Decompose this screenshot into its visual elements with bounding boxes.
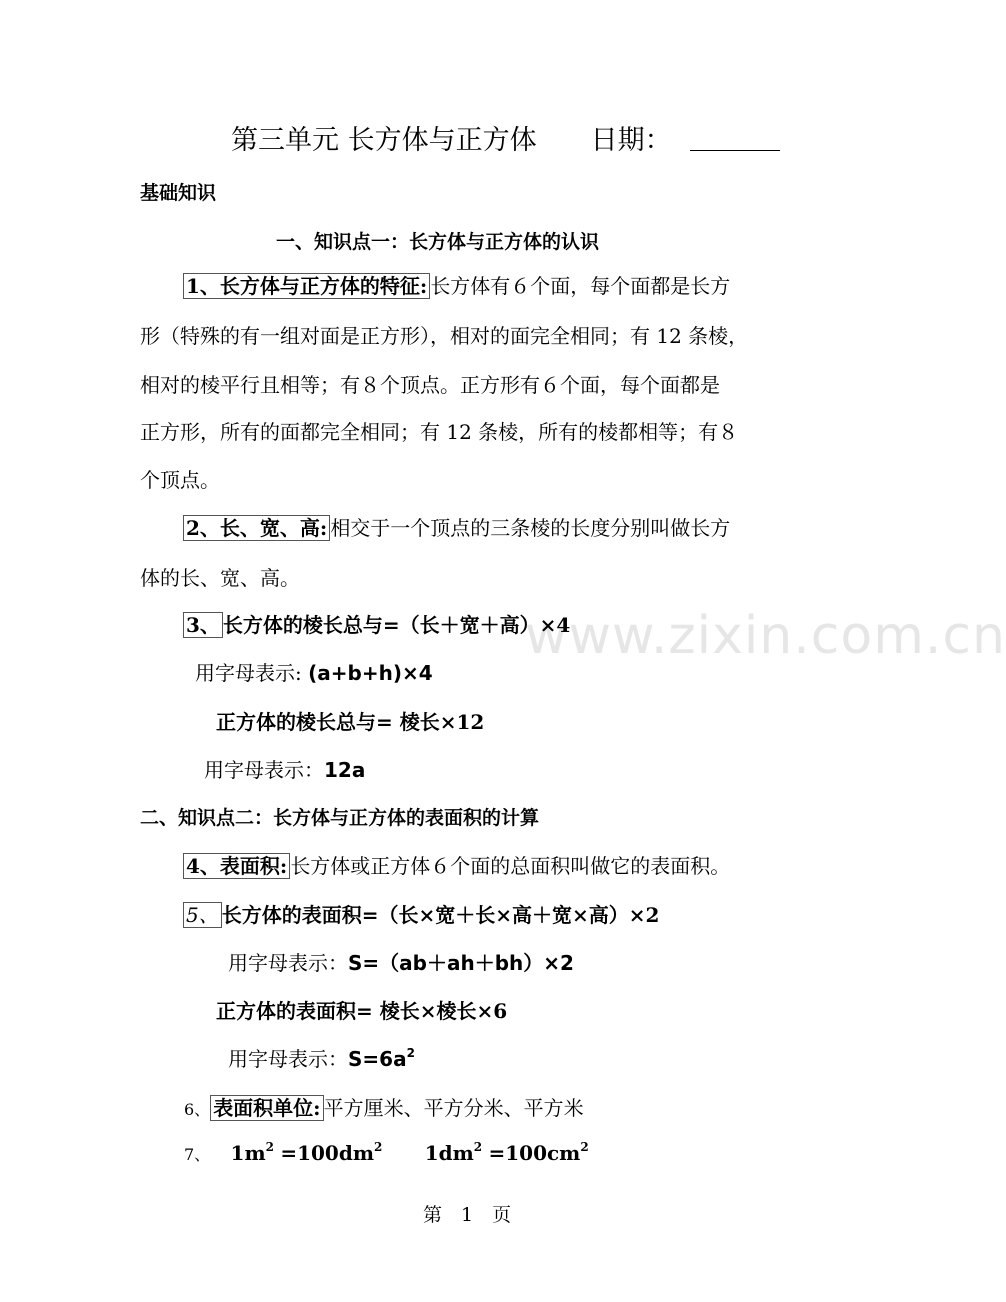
item6-text: 平方厘米、平方分米、平方米 <box>323 1096 584 1120</box>
section-basics: 基础知识 <box>140 182 217 204</box>
item5-line <box>183 899 659 928</box>
item1-line5: 个顶点。 <box>140 468 220 492</box>
item5-cube-letter-sup: 2 <box>406 1046 415 1060</box>
watermark: www.zixin.com.cn <box>525 606 1006 666</box>
item6-line <box>184 1092 584 1121</box>
item6-number: 6、 <box>184 1100 211 1119</box>
item5-cube-letter-prefix: 用字母表示： <box>228 1047 348 1071</box>
item4-label: 4、表面积: <box>183 853 290 879</box>
item7-b-sup: 2 <box>374 1140 383 1154</box>
item3-cube-formula: 正方体的棱长总与= 棱长×12 <box>216 710 485 734</box>
item5-letter-prefix: 用字母表示： <box>228 951 348 975</box>
item7-a: 1m <box>230 1141 266 1165</box>
item1-line3: 相对的棱平行且相等；有８个顶点。正方形有６个面，每个面都是 <box>140 373 720 397</box>
item2-text: 相交于一个顶点的三条棱的长度分别叫做长方 <box>330 516 731 540</box>
item4-line <box>183 850 730 879</box>
item1-label: 1、长方体与正方体的特征: <box>183 273 430 299</box>
item7-b: =100dm <box>280 1141 374 1165</box>
item5-letter-formula: S=（ab＋ah＋bh）×2 <box>348 951 574 975</box>
item5-letter-line <box>228 947 574 976</box>
point2-heading: 二、知识点二：长方体与正方体的表面积的计算 <box>140 807 540 829</box>
item7-a-sup: 2 <box>265 1140 274 1154</box>
page-title: 第三单元 长方体与正方体 日期： <box>231 125 672 156</box>
item1-line4: 正方形，所有的面都完全相同；有 12 条棱，所有的棱都相等；有８ <box>140 420 739 444</box>
item3-cube-letter-prefix: 用字母表示： <box>204 758 324 782</box>
item3-letter-prefix: 用字母表示: <box>195 661 302 685</box>
item3-formula: 长方体的棱长总与=（长＋宽＋高）×4 <box>222 613 571 637</box>
item7-number: 7、 <box>184 1145 211 1164</box>
item6-label: 表面积单位: <box>210 1095 323 1121</box>
item1-text: 长方体有６个面，每个面都是长方 <box>430 274 731 298</box>
page-number: 第 1 页 <box>423 1204 512 1226</box>
item7-c: 1dm <box>424 1141 474 1165</box>
item2-line2: 体的长、宽、高。 <box>140 566 300 590</box>
item5-formula: 长方体的表面积=（长×宽＋长×高＋宽×高）×2 <box>221 903 660 927</box>
date-underline <box>690 150 780 151</box>
item7-line <box>184 1140 589 1165</box>
item3-letter-line <box>195 657 433 686</box>
item3-letter-formula: (a+b+h)×4 <box>308 661 433 685</box>
item7-d-sup: 2 <box>580 1140 589 1154</box>
item2-line1 <box>183 512 730 541</box>
item1-line2: 形（特殊的有一组对面是正方形），相对的面完全相同；有 12 条棱， <box>140 324 749 348</box>
point1-heading: 一、知识点一：长方体与正方体的认识 <box>276 231 600 253</box>
item3-cube-letter-formula: 12a <box>324 758 366 782</box>
item7-c-sup: 2 <box>473 1140 483 1154</box>
item5-cube-formula: 正方体的表面积= 棱长×棱长×6 <box>216 999 508 1023</box>
item2-label: 2、长、宽、高: <box>183 515 330 541</box>
item3-label: 3、 <box>183 612 223 638</box>
item7-d: =100cm <box>488 1141 581 1165</box>
item3-cube-letter-line <box>204 754 365 783</box>
item5-cube-letter-line <box>228 1043 415 1072</box>
item1-line1 <box>183 270 730 299</box>
item3-line <box>183 609 570 638</box>
item4-text: 长方体或正方体６个面的总面积叫做它的表面积。 <box>290 854 731 878</box>
item5-cube-letter-formula: S=6a <box>348 1047 407 1071</box>
item5-label: 5、 <box>183 902 222 928</box>
